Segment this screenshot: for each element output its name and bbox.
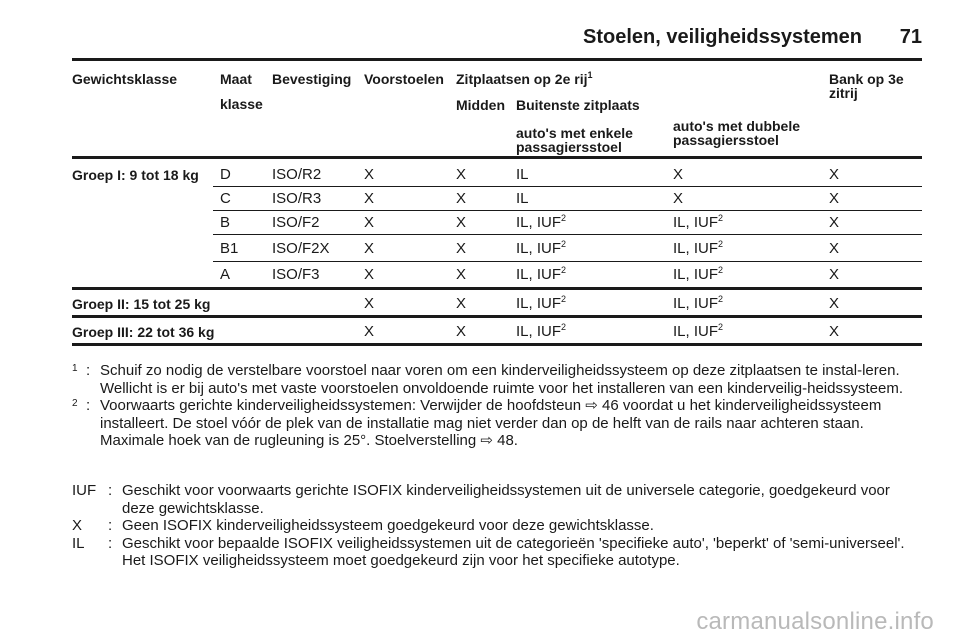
footnote-text: Schuif zo nodig de verstelbare voorstoel naar voren om een kinderveiligheidssysteem op deze zitplaatsen te instal-leren. Wellicht is er bij auto's met vaste voorstoelen onvoldoende ruimte voor het installeren van een kinderveilig-heidssysteem. [100,362,903,397]
cell-middle: X [456,266,467,283]
cell-mount: ISO/R3 [272,190,322,207]
cell-double: IL, IUF$^2$ [673,213,724,231]
footnote-1: 1 : Schuif zo nodig de verstelbare voorstoel naar voren om een kinderveiligheidssysteem op deze zitplaatsen te instal-leren. Wellicht is er bij auto's met vaste voorstoelen onvoldoende ruimte voor het installeren van een kinderveilig-heidssysteem. [72,362,922,397]
cell-double: IL, IUF$^2$ [673,239,724,257]
cell-middle: X [456,190,467,207]
footnote-2: 2 : Voorwaarts gerichte kinderveiligheidssystemen: Verwijder de hoofdsteun ⇨ 46 voordat u het kinderveiligheidssysteem installeert. De stoel vóór de plek van de installatie mag niet verder dan op de helft van de rails naar achteren staan. Maximale hoek van de rugleuning is 25°. Stoelverstelling ⇨ 48. [72,397,922,450]
group-rule [72,315,922,318]
cell-third: X [829,190,840,207]
cell-size: B [220,214,231,231]
col-header-mounting: Bevestiging [272,71,352,87]
cell-third: X [829,266,840,283]
row-rule [213,186,922,187]
cell-group: Groep III: 22 tot 36 kg [72,324,215,340]
cell-double: IL, IUF$^2$ [673,322,724,340]
watermark: carmanualsonline.info [696,608,934,635]
cell-double: X [673,166,684,183]
cell-front: X [364,266,375,283]
table-header-rule [72,156,922,159]
cell-size: C [220,190,231,207]
page-title: Stoelen, veiligheidssystemen [583,26,862,48]
col-header-single-1: auto's met enkele [516,125,633,141]
col-header-front-seat: Voorstoelen [364,71,444,87]
cell-mount: ISO/F2 [272,214,320,231]
footnote-mark: 1 [72,363,78,374]
legend-item-x: X : Geen ISOFIX kinderveiligheidssysteem goedgekeurd voor deze gewichtsklasse. [72,517,922,535]
cell-mount: ISO/R2 [272,166,322,183]
legend-item-iuf: IUF : Geschikt voor voorwaarts gerichte ISOFIX kinderveiligheidssystemen uit de universele categorie, goedgekeurd voor deze gewichtsklasse. [72,482,922,517]
cell-single: IL, IUF$^2$ [516,265,567,283]
legend-text: Geschikt voor voorwaarts gerichte ISOFIX kinderveiligheidssystemen uit de universele categorie, goedgekeurd voor deze gewichtsklasse. [122,482,890,517]
cell-mount: ISO/F3 [272,266,320,283]
cell-double: IL, IUF$^2$ [673,265,724,283]
cell-mount: ISO/F2X [272,240,330,257]
cell-single: IL, IUF$^2$ [516,322,567,340]
legend-item-il: IL : Geschikt voor bepaalde ISOFIX veiligheidssystemen uit de categorieën 'specifieke auto', 'beperkt' of 'semi-universeel'. Het ISOFIX veiligheidssysteem moet goedgekeurd zijn voor het specifieke autotype. [72,535,922,570]
cell-third: X [829,295,840,312]
cell-third: X [829,240,840,257]
cell-group: Groep I: 9 tot 18 kg [72,167,199,183]
cell-single: IL, IUF$^2$ [516,239,567,257]
cell-size: B1 [220,240,239,257]
col-header-weight-class: Gewichtsklasse [72,71,178,87]
cell-single: IL, IUF$^2$ [516,213,567,231]
footnote-mark: 2 [72,398,78,409]
row-rule [213,261,922,262]
cell-third: X [829,214,840,231]
cell-third: X [829,166,840,183]
footnotes [72,362,922,450]
cell-front: X [364,240,375,257]
col-header-double-2: passagiersstoel [673,132,779,148]
col-header-second-row: Zitplaatsen op 2e rij$^1$ [456,70,593,87]
header-rule [72,58,922,61]
col-header-double-1: auto's met dubbele [673,118,801,134]
cell-size: A [220,266,231,283]
cell-single: IL [516,166,529,183]
group-rule [72,287,922,290]
cell-double: X [673,190,684,207]
cell-front: X [364,166,375,183]
table-bottom-rule [72,343,922,346]
col-header-middle: Midden [456,97,505,113]
page-number: 71 [899,26,922,48]
cell-single: IL [516,190,529,207]
col-header-third-1: Bank op 3e [829,71,904,87]
row-rule [213,210,922,211]
col-header-third-2: zitrij [829,85,858,101]
col-header-size-2: klasse [220,96,263,112]
cell-front: X [364,190,375,207]
cell-front: X [364,214,375,231]
cell-double: IL, IUF$^2$ [673,294,724,312]
col-header-single-2: passagiersstoel [516,139,622,155]
cell-single: IL, IUF$^2$ [516,294,567,312]
legend [72,482,922,570]
cell-front: X [364,323,375,340]
cell-middle: X [456,240,467,257]
cell-middle: X [456,323,467,340]
legend-key: IL [72,534,85,552]
col-header-outer: Buitenste zitplaats [516,97,640,113]
footnote-text: Voorwaarts gerichte kinderveiligheidssystemen: Verwijder de hoofdsteun ⇨ 46 voordat u het kinderveiligheidssysteem installeert. De stoel vóór de plek van de installatie mag niet verder dan op de helft van de rails naar achteren staan. Maximale hoek van de rugleuning is 25°. Stoelverstelling ⇨ 48. [100,397,882,449]
legend-text: Geen ISOFIX kinderveiligheidssysteem goedgekeurd voor deze gewichtsklasse. [122,517,654,534]
col-header-size-1: Maat [220,71,252,87]
cell-third: X [829,323,840,340]
legend-key: IUF [72,482,97,499]
cell-front: X [364,295,375,312]
legend-key: X [72,517,83,534]
legend-text: Geschikt voor bepaalde ISOFIX veiligheidssystemen uit de categorieën 'specifieke auto', 'beperkt' of 'semi-universeel'. Het ISOFIX veiligheidssysteem moet goedgekeurd zijn voor het specifieke autotype. [122,534,905,569]
cell-middle: X [456,166,467,183]
page-header [72,14,922,58]
cell-middle: X [456,295,467,312]
cell-middle: X [456,214,467,231]
cell-group: Groep II: 15 tot 25 kg [72,296,211,312]
cell-size: D [220,166,231,183]
row-rule [213,234,922,235]
